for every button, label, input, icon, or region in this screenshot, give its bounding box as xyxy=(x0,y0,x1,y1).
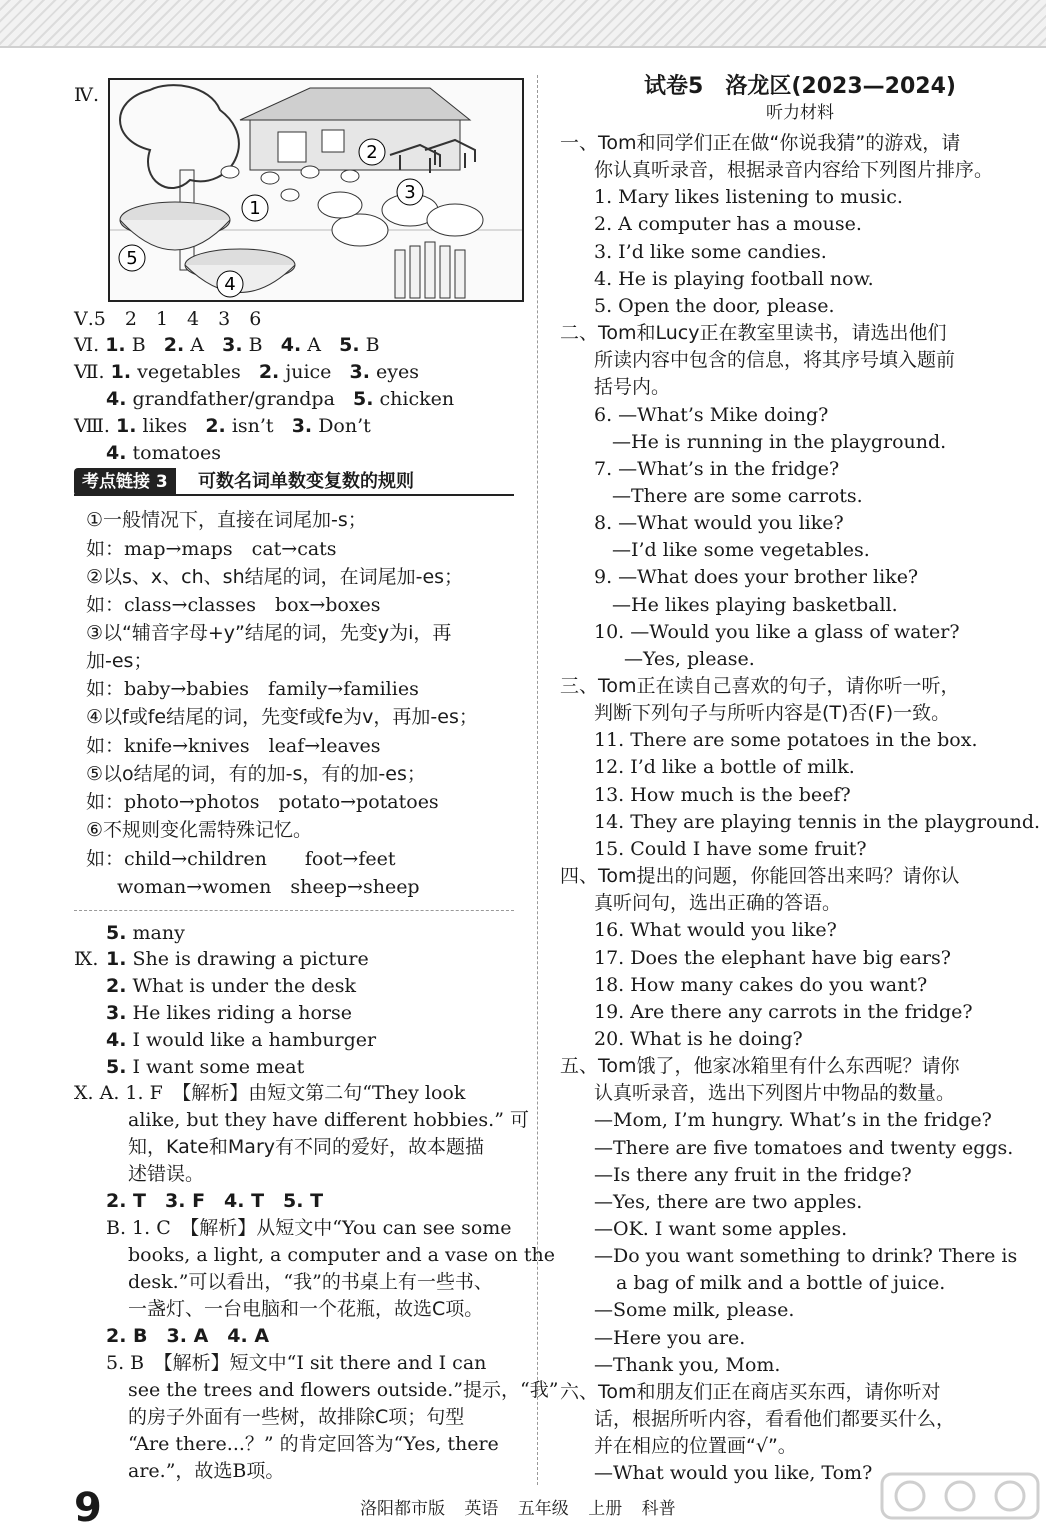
picture-label-3: 3 xyxy=(404,182,416,203)
footer-edition: 洛阳都市版 英语 五年级 上册 科普 xyxy=(360,1499,676,1519)
section-instruction-line: 判断下列句子与所听内容是(T)否(F)一致。 xyxy=(594,702,951,724)
item-answer: She is drawing a picture xyxy=(132,948,369,970)
item-answer: grandfather/grandpa xyxy=(132,388,335,410)
rule-line: ②以s、x、ch、sh结尾的词，在词尾加-es； xyxy=(86,566,464,588)
section-x-b-line: desk.”可以看出，“我”的书桌上有一些书、 xyxy=(128,1271,493,1293)
item-answer: B xyxy=(248,334,263,356)
item-answer: likes xyxy=(142,415,188,437)
ix-answer-3 xyxy=(106,1000,352,1026)
item-num: 2. xyxy=(258,361,280,383)
item-answer: He likes riding a horse xyxy=(132,1002,353,1024)
item-num: 5. xyxy=(106,922,127,944)
item-answer: A xyxy=(190,334,205,356)
section-vi-label: Ⅵ. xyxy=(74,334,100,356)
section-x-b-line: books, a light, a computer and a vase on the xyxy=(128,1244,555,1266)
section-x-b-line: 一盏灯、一台电脑和一个花瓶，故选C项。 xyxy=(128,1298,484,1320)
section-instruction-line: 五、Tom饿了，他家冰箱里有什么东西呢？请你 xyxy=(560,1055,960,1077)
script-line: —OK. I want some apples. xyxy=(594,1218,848,1240)
script-line: —Do you want something to drink? There is xyxy=(594,1245,1018,1267)
section-viii-answer-5 xyxy=(106,920,185,946)
rule-line: 如：baby→babies family→families xyxy=(86,678,419,700)
section-vi-answers xyxy=(74,332,380,358)
script-line: 6. —What’s Mike doing? xyxy=(594,404,829,426)
script-line: —Yes, there are two apples. xyxy=(594,1191,863,1213)
section-instruction-line: 六、Tom和朋友们正在商店买东西，请你听对 xyxy=(560,1381,941,1403)
script-line: 4. He is playing football now. xyxy=(594,268,874,290)
section-viii-label: Ⅷ. xyxy=(74,415,110,437)
rule-line: woman→women sheep→sheep xyxy=(98,876,420,898)
item-num: 4. xyxy=(280,334,302,356)
item-num: 3. xyxy=(349,361,370,383)
item-num: 2. xyxy=(205,415,226,437)
section-instruction-line: 话，根据所听内容，看看他们都要买什么， xyxy=(594,1408,956,1430)
script-line: 13. How much is the beef? xyxy=(594,784,851,806)
section-x-b-line: 的房子外面有一些树，故排除C项；句型 xyxy=(128,1406,465,1428)
section-viii-answers-line2 xyxy=(106,440,221,466)
script-line: —Thank you, Mom. xyxy=(594,1354,781,1376)
rule-line: ⑥不规则变化需特殊记忆。 xyxy=(86,819,313,841)
page-number: 9 xyxy=(74,1485,102,1531)
script-line: 16. What would you like? xyxy=(594,919,837,941)
script-line: 17. Does the elephant have big ears? xyxy=(594,947,951,969)
rule-line: ④以f或fe结尾的词，先变f或fe为v，再加-es； xyxy=(86,706,478,728)
script-line: 3. I’d like some candies. xyxy=(594,241,827,263)
item-num: 4. xyxy=(106,1029,127,1051)
paper-subtitle: 听力材料 xyxy=(766,103,834,123)
script-line: —There are some carrots. xyxy=(612,485,863,507)
item-num: 1. xyxy=(116,415,137,437)
rule-line: ③以“辅音字母+y”结尾的词，先变y为i，再 xyxy=(86,622,452,644)
item-num: 2. xyxy=(106,975,127,997)
section-instruction-line: 三、Tom正在读自己喜欢的句子，请你听一听， xyxy=(560,675,960,697)
script-line: —Is there any fruit in the fridge? xyxy=(594,1164,912,1186)
rule-line: 如：class→classes box→boxes xyxy=(86,594,381,616)
section-x-b-line: “Are there...？” 的肯定回答为“Yes, there xyxy=(128,1433,499,1455)
section-x-a-line: alike, but they have different hobbies.” 可 xyxy=(128,1109,529,1131)
item-num: 1. xyxy=(110,361,132,383)
section-viii-answers-line1 xyxy=(74,413,371,439)
rule-line: 如：child→children foot→feet xyxy=(86,848,396,870)
knowledge-link-rule xyxy=(74,494,514,496)
section-x-a-line: 2. T 3. F 4. T 5. T xyxy=(106,1190,324,1212)
section-x-b-line: B. 1. C 【解析】从短文中“You can see some xyxy=(106,1217,512,1239)
section-instruction-line: 括号内。 xyxy=(594,376,671,398)
script-line: 12. I’d like a bottle of milk. xyxy=(594,756,855,778)
script-line: —He likes playing basketball. xyxy=(612,594,898,616)
picture-label-4: 4 xyxy=(224,274,236,295)
section-instruction-line: 四、Tom提出的问题，你能回答出来吗？请你认 xyxy=(560,865,960,887)
script-line: 9. —What does your brother like? xyxy=(594,566,919,588)
item-answer: B xyxy=(131,334,146,356)
section-instruction-line: 一、Tom和同学们正在做“你说我猜”的游戏，请 xyxy=(560,132,961,154)
section-x-b-line: see the trees and flowers outside.”提示，“我” xyxy=(128,1379,559,1401)
script-line: —I’d like some vegetables. xyxy=(612,539,870,561)
rule-line: ⑤以o结尾的词，有的加-s，有的加-es； xyxy=(86,763,426,785)
section-x-b-line: are.”，故选B项。 xyxy=(128,1460,285,1482)
section-vii-answers-line1 xyxy=(74,359,419,385)
item-answer: chicken xyxy=(379,388,455,410)
item-answer: many xyxy=(132,922,185,944)
item-answer: juice xyxy=(285,361,332,383)
item-num: 1. xyxy=(105,334,126,356)
section-ix-label: Ⅸ. xyxy=(74,948,99,970)
script-line: 11. There are some potatoes in the box. xyxy=(594,729,978,751)
script-line: —Yes, please. xyxy=(624,648,755,670)
farm-illustration xyxy=(108,78,524,302)
item-num: 5. xyxy=(353,388,374,410)
item-answer: eyes xyxy=(376,361,420,383)
script-line: 8. —What would you like? xyxy=(594,512,844,534)
section-instruction-line: 二、Tom和Lucy正在教室里读书，请选出他们 xyxy=(560,322,947,344)
section-iv-label: Ⅳ. xyxy=(74,84,100,106)
script-line: —He is running in the playground. xyxy=(612,431,947,453)
picture-label-5: 5 xyxy=(126,248,138,269)
section-vii-answers-line2 xyxy=(106,386,454,412)
decorative-top-border xyxy=(0,0,1046,48)
ix-answer-1 xyxy=(106,946,369,972)
item-answer: What is under the desk xyxy=(132,975,356,997)
script-line: 7. —What’s in the fridge? xyxy=(594,458,840,480)
rule-line: 加-es； xyxy=(86,650,153,672)
section-vii-label: Ⅶ. xyxy=(74,361,105,383)
column-divider xyxy=(537,75,538,1485)
rule-line: 如：map→maps cat→cats xyxy=(86,538,337,560)
picture-label-2: 2 xyxy=(366,142,378,163)
script-line: 15. Could I have some fruit? xyxy=(594,838,867,860)
section-x-a-line: Ⅹ. A. 1. F 【解析】由短文第二句“They look xyxy=(74,1082,466,1104)
script-line: 10. —Would you like a glass of water? xyxy=(594,621,960,643)
item-num: 3. xyxy=(291,415,313,437)
knowledge-link-tag: 考点链接 3 xyxy=(74,468,176,496)
item-answer: I would like a hamburger xyxy=(132,1029,377,1051)
rule-line: ①一般情况下，直接在词尾加-s； xyxy=(86,509,367,531)
picture-label-1: 1 xyxy=(249,198,261,219)
script-line: —Here you are. xyxy=(594,1327,746,1349)
paper-title: 试卷5 洛龙区(2023—2024) xyxy=(644,74,956,99)
item-answer: isn’t xyxy=(231,415,274,437)
item-num: 3. xyxy=(222,334,243,356)
script-line: 18. How many cakes do you want? xyxy=(594,974,928,996)
item-answer: Don’t xyxy=(318,415,371,437)
knowledge-link-title: 可数名词单数变复数的规则 xyxy=(198,471,414,492)
script-line: 14. They are playing tennis in the playground. xyxy=(594,811,1041,833)
ix-answer-5 xyxy=(106,1054,304,1080)
script-line: 20. What is he doing? xyxy=(594,1028,803,1050)
item-num: 1. xyxy=(106,948,127,970)
item-num: 2. xyxy=(163,334,185,356)
section-x-b-line: 5. B 【解析】短文中“I sit there and I can xyxy=(106,1352,487,1374)
section-v-answers: Ⅴ.5 2 1 4 3 6 xyxy=(74,308,262,330)
item-num: 3. xyxy=(106,1002,127,1024)
section-instruction-line: 认真听录音，选出下列图片中物品的数量。 xyxy=(594,1082,956,1104)
item-num: 5. xyxy=(339,334,360,356)
rule-line: 如：knife→knives leaf→leaves xyxy=(86,735,381,757)
script-line: 19. Are there any carrots in the fridge? xyxy=(594,1001,973,1023)
script-line: —There are five tomatoes and twenty eggs. xyxy=(594,1137,1014,1159)
section-instruction-line: 并在相应的位置画“√”。 xyxy=(594,1435,797,1457)
ix-answer-2 xyxy=(106,973,356,999)
item-num: 4. xyxy=(106,442,127,464)
item-answer: vegetables xyxy=(137,361,241,383)
ix-answer-4 xyxy=(106,1027,376,1053)
item-num: 5. xyxy=(106,1056,127,1078)
section-instruction-line: 真听问句，选出正确的答语。 xyxy=(594,892,842,914)
script-line: a bag of milk and a bottle of juice. xyxy=(616,1272,946,1294)
script-line: 5. Open the door, please. xyxy=(594,295,835,317)
section-instruction-line: 你认真听录音，根据录音内容给下列图片排序。 xyxy=(594,159,994,181)
item-answer: B xyxy=(365,334,380,356)
section-x-b-line: 2. B 3. A 4. A xyxy=(106,1325,270,1347)
item-answer: I want some meat xyxy=(132,1056,305,1078)
script-line: —Some milk, please. xyxy=(594,1299,795,1321)
rule-line: 如：photo→photos potato→potatoes xyxy=(86,791,439,813)
item-answer: tomatoes xyxy=(132,442,221,464)
section-x-a-line: 知，Kate和Mary有不同的爱好，故本题描 xyxy=(128,1136,485,1158)
script-line: 1. Mary likes listening to music. xyxy=(594,186,903,208)
item-answer: A xyxy=(307,334,321,356)
section-x-a-line: 述错误。 xyxy=(128,1163,205,1185)
script-line: 2. A computer has a mouse. xyxy=(594,213,862,235)
section-instruction-line: 所读内容中包含的信息，将其序号填入题前 xyxy=(594,349,956,371)
item-num: 4. xyxy=(106,388,127,410)
watermark-logo xyxy=(880,1468,1040,1530)
script-line: —What would you like, Tom? xyxy=(594,1462,873,1484)
script-line: —Mom, I’m hungry. What’s in the fridge? xyxy=(594,1109,992,1131)
farm-scene-drawing xyxy=(110,80,522,300)
